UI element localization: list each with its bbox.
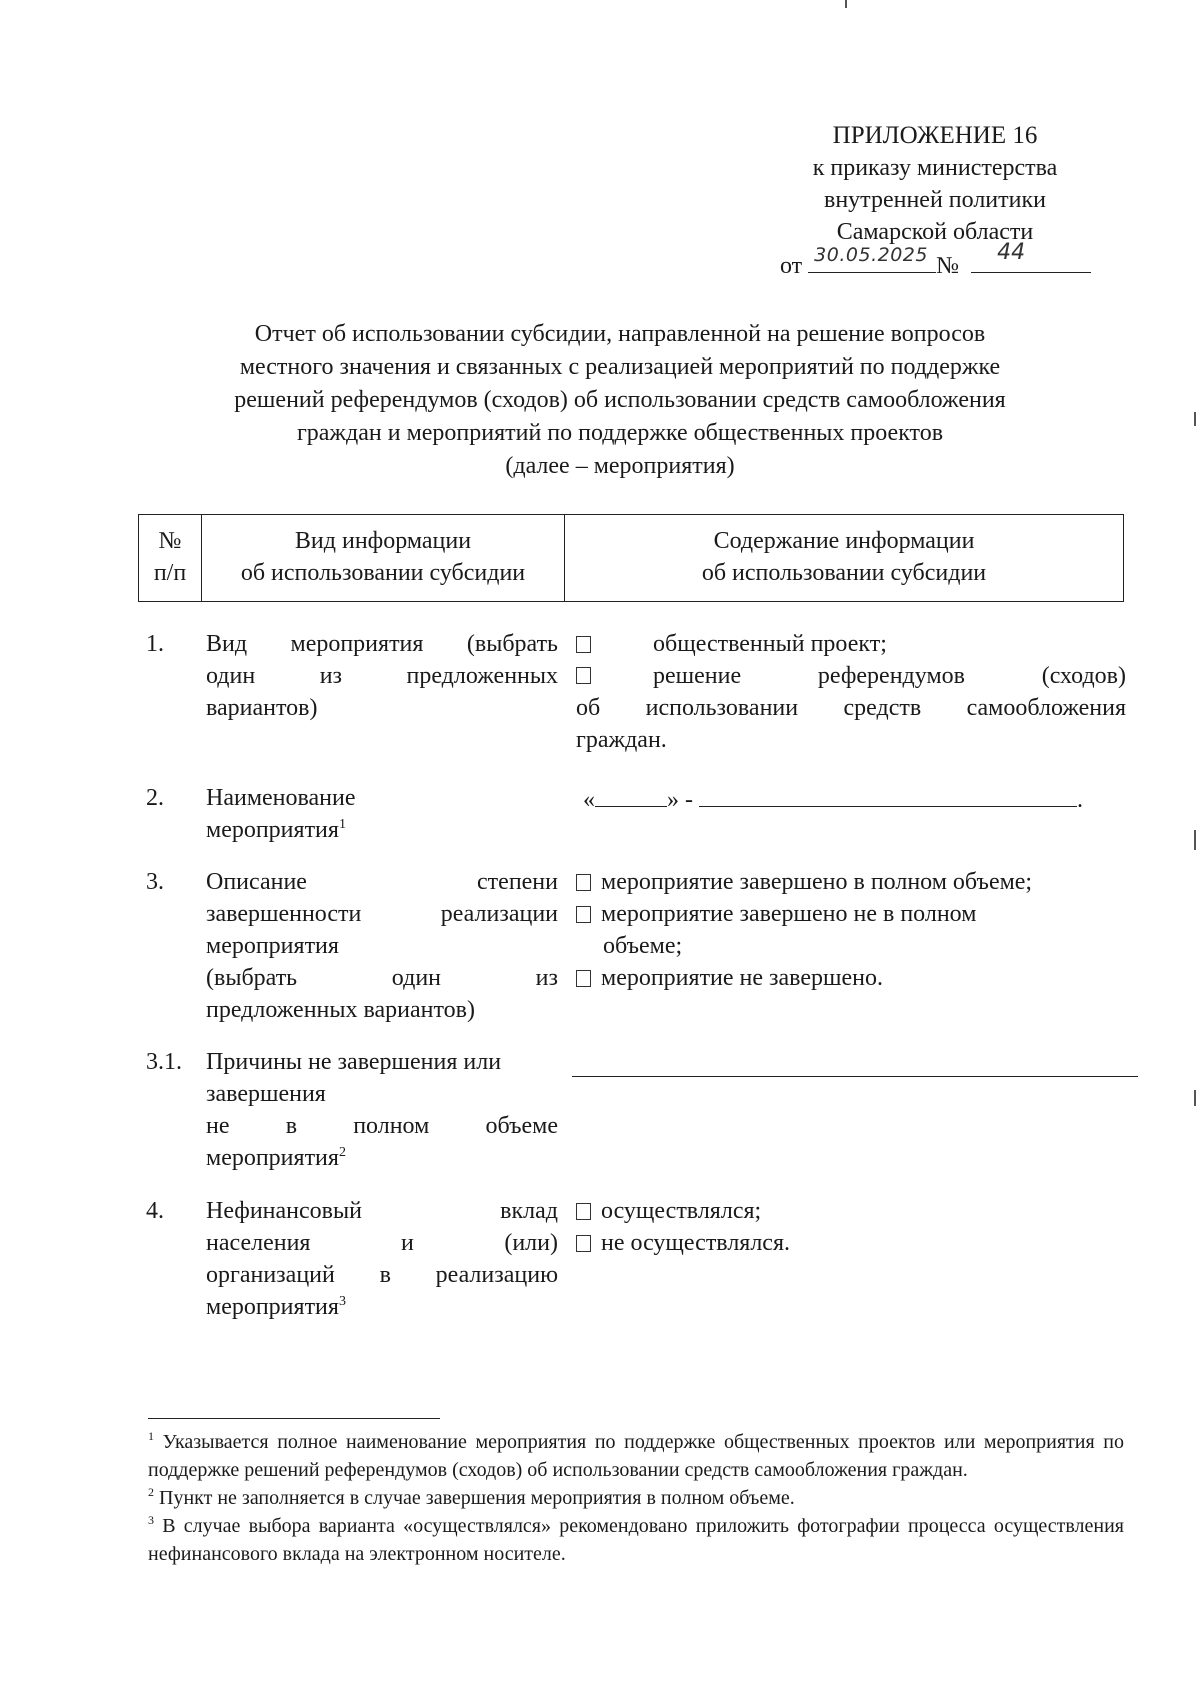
row-label: [206, 866, 558, 1026]
footnotes: [148, 1428, 1124, 1568]
scan-speck: [1194, 412, 1196, 426]
option-public-project[interactable]: [576, 628, 1126, 660]
option-label: мероприятие завершено в полном объеме;: [601, 869, 1033, 895]
report-title-line-2: местного значения и связанных с реализацией мероприятий по поддержке: [239, 354, 1001, 380]
header-info-type-l2: об использовании субсидии: [240, 560, 526, 586]
row-label-line: Наименование: [206, 785, 356, 811]
footnote-3: [148, 1512, 1124, 1568]
number-field: [971, 240, 1091, 273]
option-label-continued: граждан.: [576, 727, 667, 753]
footnote-number: 1: [148, 1429, 154, 1443]
reasons-blank-line[interactable]: [572, 1076, 1138, 1077]
row-number: 1.: [146, 631, 164, 657]
option-label: осуществлялся;: [601, 1198, 762, 1224]
date-prefix: от: [780, 253, 803, 279]
order-date-line: [780, 240, 1120, 281]
footnote-2: [148, 1484, 1124, 1512]
row-label-line: один из предложенных: [206, 663, 558, 689]
option-label: мероприятие не завершено.: [601, 965, 883, 991]
option-contribution-yes[interactable]: [576, 1195, 1126, 1227]
row-label-line: Нефинансовый вклад: [206, 1198, 558, 1224]
option-referendum[interactable]: [576, 660, 1126, 692]
option-label-continued: объеме;: [603, 933, 683, 959]
row-label: [206, 1195, 558, 1323]
row-content: [576, 1195, 1126, 1259]
row-label-line: организаций в реализацию: [206, 1262, 558, 1288]
quote-close: » -: [667, 787, 693, 813]
header-info-content-col: [565, 515, 1123, 601]
header-number-l1: №: [158, 528, 182, 554]
blank-long[interactable]: [699, 782, 1077, 807]
row-number: 2.: [146, 785, 164, 811]
report-title-line-5: (далее – мероприятия): [505, 453, 735, 479]
checkbox[interactable]: [576, 636, 591, 653]
row-label: [206, 628, 558, 724]
footnote-separator: [148, 1418, 440, 1419]
checkbox[interactable]: [576, 906, 591, 923]
footnote-text: В случае выбора варианта «осуществлялся» рекомендовано приложить фотографии процесса осуществления нефинансового вклада на электронном носителе.: [148, 1515, 1124, 1565]
report-title-line-4: граждан и мероприятий по поддержке общественных проектов: [296, 420, 944, 446]
row-label-line: Описание степени: [206, 869, 558, 895]
row-label-line: Причины не завершения или: [206, 1049, 502, 1075]
footnote-number: 3: [148, 1513, 154, 1527]
header-number-l2: п/п: [153, 560, 187, 586]
report-title-line-3: решений референдумов (сходов) об использовании средств самообложения: [234, 387, 1006, 413]
row-number: 3.: [146, 869, 164, 895]
report-title-line-1: Отчет об использовании субсидии, направленной на решение вопросов: [254, 321, 986, 347]
header-info-content-l2: об использовании субсидии: [701, 560, 987, 586]
date-field: [808, 244, 936, 273]
footnote-ref: 1: [338, 817, 346, 832]
footnote-ref: 2: [338, 1145, 346, 1160]
appendix-title: ПРИЛОЖЕНИЕ 16: [832, 122, 1038, 149]
blank-short[interactable]: [595, 782, 667, 807]
row-label: [206, 782, 558, 846]
table-header: [138, 514, 1124, 602]
appendix-line-3: Самарской области: [836, 219, 1034, 245]
option-label: решение референдумов (сходов): [653, 663, 1126, 689]
header-info-type-col: [202, 515, 565, 601]
row-label-line: завершенности реализации: [206, 901, 558, 927]
row-label-line: вариантов): [206, 695, 318, 721]
checkbox[interactable]: [576, 667, 591, 684]
quote-open: «: [583, 787, 595, 813]
scan-speck: [845, 0, 847, 8]
option-completed-partial[interactable]: [576, 898, 1126, 930]
number-sign: №: [936, 253, 960, 279]
row-label-line: мероприятия: [206, 933, 339, 959]
option-not-completed[interactable]: [576, 962, 1126, 994]
row-label-line: населения и (или): [206, 1230, 558, 1256]
row-content: [576, 866, 1126, 994]
report-title: [140, 318, 1100, 483]
row-label: [206, 1046, 558, 1174]
row-content: [576, 628, 1126, 756]
row-label-line: мероприятия: [206, 817, 339, 843]
option-label: мероприятие завершено не в полном: [601, 901, 977, 927]
period: .: [1077, 787, 1083, 813]
row-label-line: Вид мероприятия (выбрать: [206, 631, 558, 657]
checkbox[interactable]: [576, 1235, 591, 1252]
footnote-1: [148, 1428, 1124, 1484]
header-info-content-l1: Содержание информации: [713, 528, 975, 554]
option-completed-full[interactable]: [576, 866, 1126, 898]
checkbox[interactable]: [576, 874, 591, 891]
checkbox[interactable]: [576, 970, 591, 987]
row-number: 4.: [146, 1198, 164, 1224]
option-contribution-no[interactable]: [576, 1227, 1126, 1259]
row-label-line: (выбрать один из: [206, 965, 558, 991]
event-name-field[interactable]: [583, 782, 1133, 816]
row-label-line: не в полном объеме: [206, 1113, 558, 1139]
footnote-text: Указывается полное наименование мероприятия по поддержке общественных проектов или мероприятия по поддержке решений референдумов (сходов) об использовании средств самообложения граждан.: [148, 1431, 1124, 1481]
option-label-continued: об использовании средств самообложения: [576, 695, 1126, 721]
scan-speck: [1194, 1090, 1196, 1106]
header-number-col: [139, 515, 202, 601]
row-label-line: мероприятия: [206, 1294, 339, 1320]
header-info-type-l1: Вид информации: [294, 528, 472, 554]
row-label-line: предложенных вариантов): [206, 997, 476, 1023]
scan-speck: [1194, 830, 1196, 850]
row-label-line: завершения: [206, 1081, 326, 1107]
footnote-ref: 3: [338, 1294, 346, 1309]
checkbox[interactable]: [576, 1203, 591, 1220]
option-label: общественный проект;: [653, 631, 887, 657]
row-label-line: мероприятия: [206, 1145, 339, 1171]
appendix-header: [770, 120, 1100, 248]
appendix-line-1: к приказу министерства: [812, 155, 1058, 181]
footnote-text: Пункт не заполняется в случае завершения мероприятия в полном объеме.: [154, 1487, 795, 1509]
handwritten-date: 30.05.2025: [814, 244, 928, 266]
option-label: не осуществлялся.: [601, 1230, 790, 1256]
handwritten-number: 44: [997, 240, 1026, 265]
row-number: 3.1.: [146, 1049, 182, 1075]
appendix-line-2: внутренней политики: [824, 187, 1046, 213]
footnote-number: 2: [148, 1485, 154, 1499]
